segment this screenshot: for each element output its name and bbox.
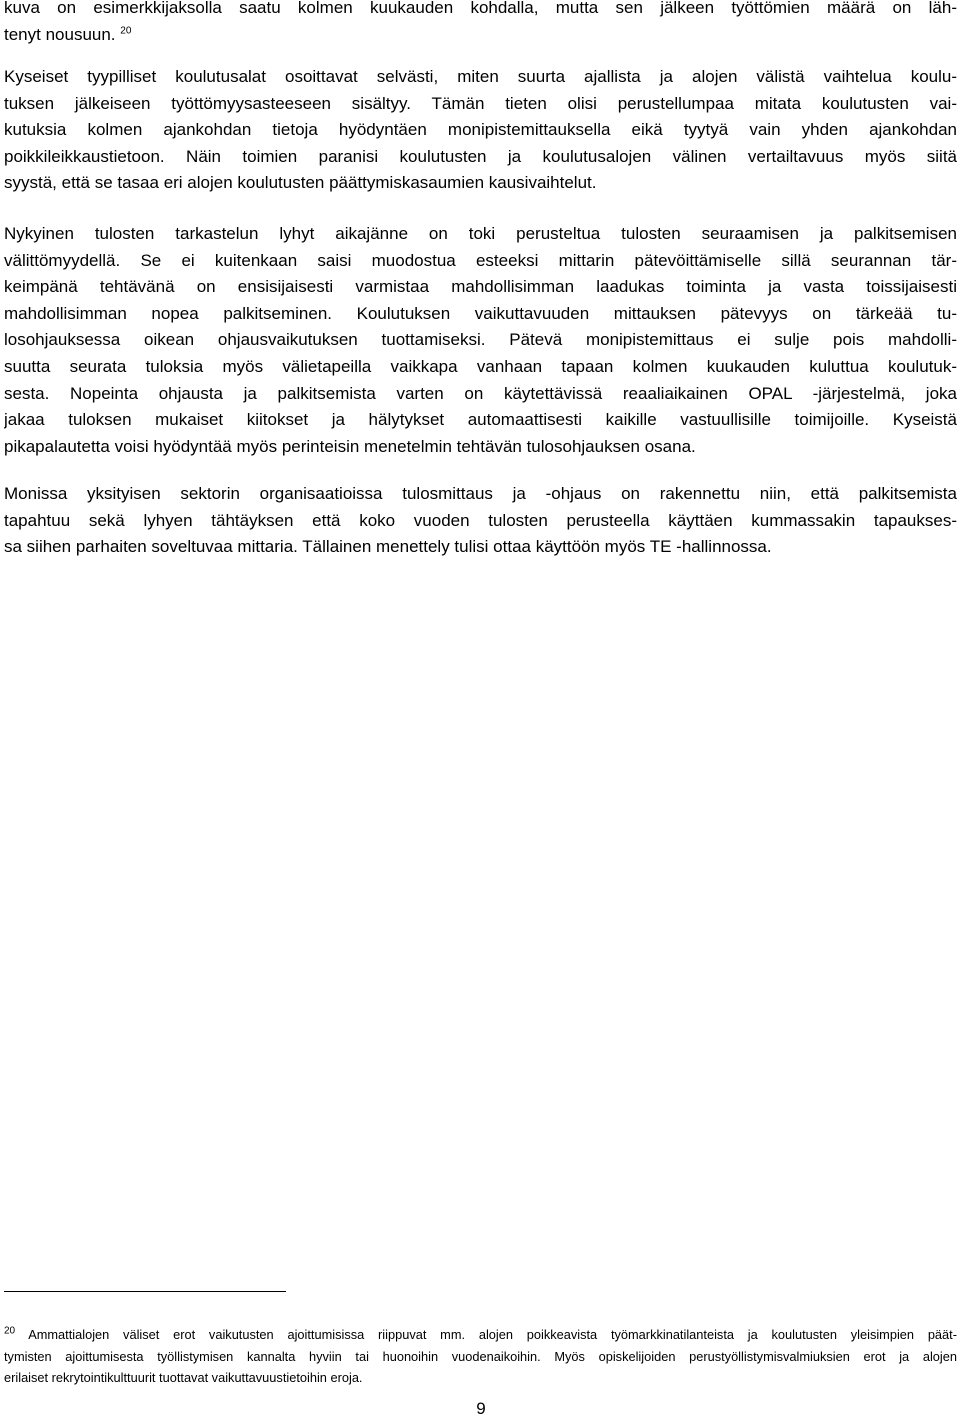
paragraph-line: tuksen jälkeiseen työttömyysasteeseen sisältyy. Tämän tieten olisi perustellumpaa mitata koulutusten vai- (4, 93, 957, 113)
page-number (0, 1398, 960, 1420)
paragraph-4 (4, 481, 957, 561)
paragraph-line: Kyseiset tyypilliset koulutusalat osoittavat selvästi, miten suurta ajallista ja alojen välistä vaihtelua koulu- (4, 67, 957, 86)
paragraph-line-with-footnote (4, 22, 957, 49)
paragraph-line: sesta. Nopeinta ohjausta ja palkitsemista varten on käytettävissä reaaliaikainen OPAL -järjestelmä, joka (4, 383, 957, 403)
footnote-separator (4, 1291, 286, 1292)
paragraph-line: mahdollisimman nopea palkitseminen. Koulutuksen vaikuttavuuden mittauksen pätevyys on tärkeää tu- (4, 303, 957, 323)
paragraph-line: losohjauksessa oikean ohjausvaikutuksen tuottamiseksi. Pätevä monipistemittaus ei sulje pois mahdolli- (4, 330, 957, 350)
footnote (4, 1324, 957, 1389)
paragraph-line-text: tenyt nousuun. (4, 24, 116, 44)
footnote-reference[interactable]: 20 (120, 24, 132, 36)
paragraph-line: jakaa tuloksen mukaiset kiitokset ja hälytykset automaattisesti kaikille vastuullisille toimijoille. Kyseistä (4, 410, 957, 430)
paragraph-line: tapahtuu sekä lyhyen tähtäyksen että koko vuoden tulosten perusteella käyttäen kummassakin tapaukses- (4, 510, 957, 530)
paragraph-line: kutuksia kolmen ajankohdan tietoja hyödyntäen monipistemittauksella eikä tyytyä vain yhden ajankohdan (4, 120, 957, 140)
paragraph-3 (4, 221, 957, 460)
paragraph-line: välittömyydellä. Se ei kuitenkaan saisi muodostua esteeksi mittarin pätevöittämiselle sillä seurannan tär- (4, 250, 957, 270)
paragraph-line: suutta seurata tuloksia myös välietapeilla vaikkapa vanhaan tapaan kolmen kuukauden kuluttua koulutuk- (4, 356, 957, 376)
page-number-text: 9 (476, 1399, 486, 1418)
paragraph-line: poikkileikkaustietoon. Näin toimien paranisi koulutusten ja koulutusalojen välinen vertailtavuus myös siitä (4, 146, 957, 166)
paragraph-line: Monissa yksityisen sektorin organisaatioissa tulosmittaus ja -ohjaus on rakennettu niin, että palkitsemista (4, 484, 957, 503)
footnote-number: 20 (4, 1325, 16, 1337)
paragraph-line: sa siihen parhaiten soveltuvaa mittaria. Tällainen menettely tulisi ottaa käyttöön myös TE -hallinnossa. (4, 537, 772, 557)
paragraph-line: kuva on esimerkkijaksolla saatu kolmen kuukauden kohdalla, mutta sen jälkeen työttömien määrä on läh- (4, 0, 957, 17)
footnote-line: erilaiset rekrytointikulttuurit tuottavat vaikuttavuustietoihin eroja. (4, 1370, 363, 1385)
footnote-line: tymisten ajoittumisesta työllistymisen kannalta hyviin tai huonoihin vuodenaikoihin. Myös opiskelijoiden perustyöllistymisvalmiuksien erot ja alojen (4, 1348, 957, 1364)
paragraph-line: Nykyinen tulosten tarkastelun lyhyt aikajänne on toki perusteltua tulosten seuraamisen ja palkitsemisen (4, 224, 957, 243)
paragraph-1 (4, 0, 957, 48)
paragraph-line: syystä, että se tasaa eri alojen koulutusten päättymiskasaumien kausivaihtelut. (4, 173, 597, 193)
footnote-line-with-number (4, 1324, 957, 1346)
paragraph-2 (4, 64, 957, 197)
footnote-line-text: Ammattialojen väliset erot vaikutusten ajoittumisissa riippuvat mm. alojen poikkeavista työmarkkinatilanteista ja koulutusten yleisimpien päät- (28, 1327, 957, 1342)
paragraph-line: keimpänä tehtävänä on ensisijaisesti varmistaa mahdollisimman laadukas toiminta ja vasta toissijaisesti (4, 277, 957, 297)
paragraph-line: pikapalautetta voisi hyödyntää myös perinteisin menetelmin tehtävän tulosohjauksen osana. (4, 436, 696, 456)
